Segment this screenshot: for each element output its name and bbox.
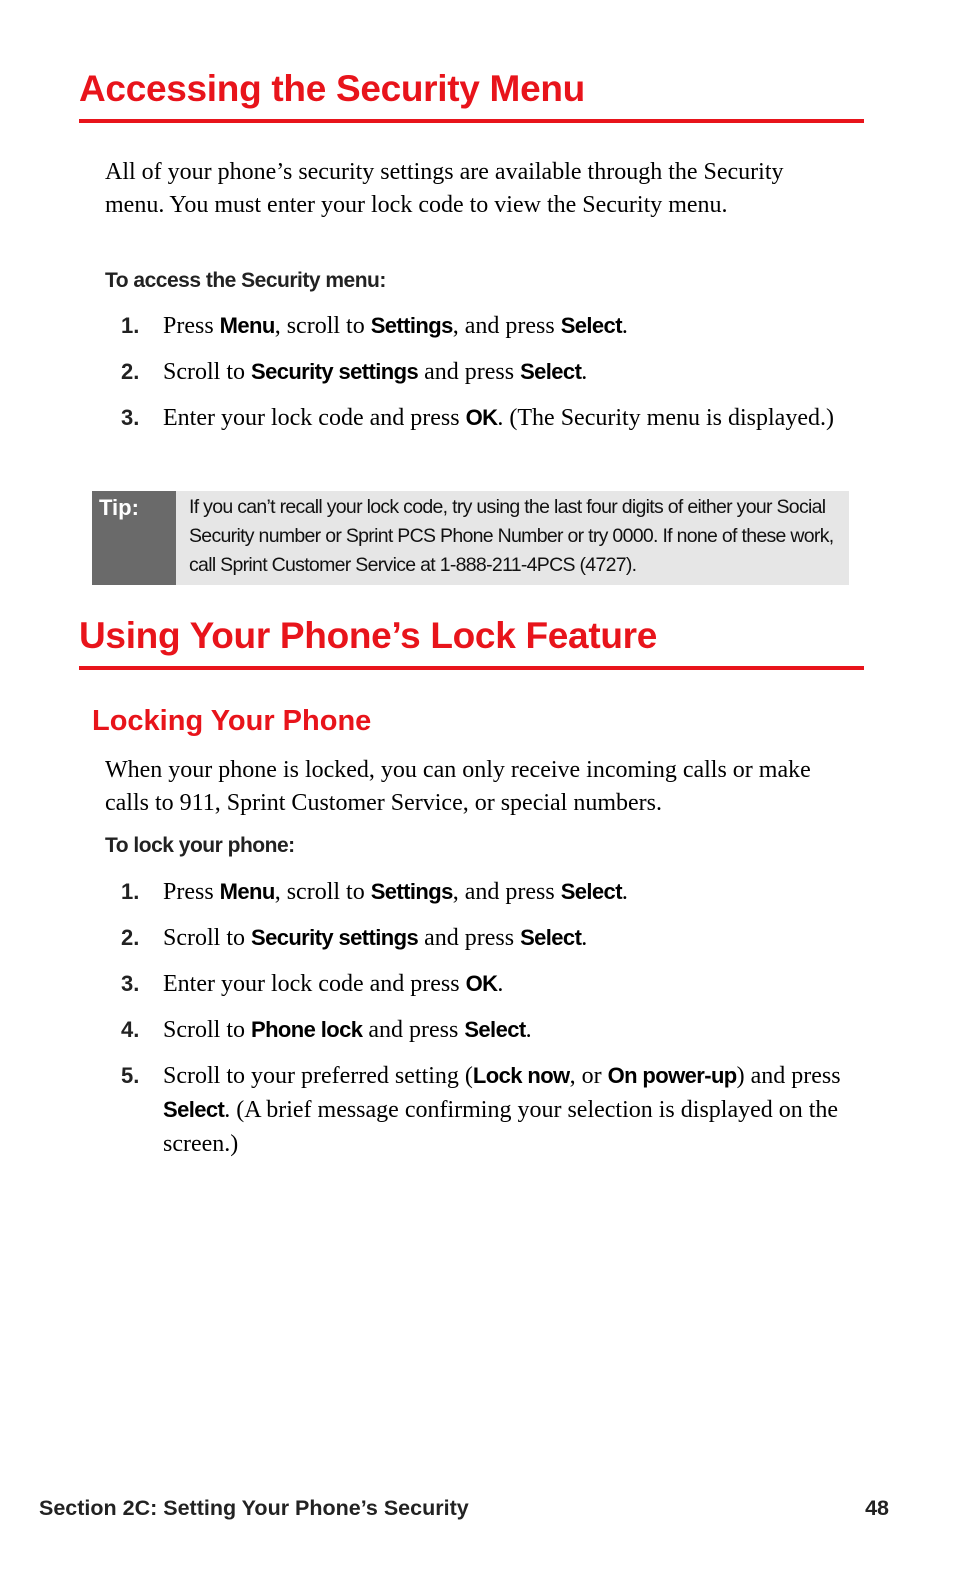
step-number: 3. — [121, 405, 140, 430]
step-number: 1. — [121, 879, 140, 904]
ui-term: On power-up — [607, 1063, 737, 1088]
tip-label: Tip: — [92, 491, 176, 585]
step-text: Press — [163, 313, 220, 339]
ui-term: Select — [560, 313, 622, 338]
ui-term: Security settings — [251, 925, 419, 950]
step-text: , and press — [452, 313, 561, 339]
lock-phone-lead-in: To lock your phone: — [105, 834, 295, 857]
step-text: , scroll to — [274, 313, 371, 339]
step-number: 1. — [121, 313, 140, 338]
ui-term: Select — [560, 879, 622, 904]
step-text: . (The Security menu is displayed.) — [497, 405, 834, 431]
locking-phone-intro: When your phone is locked, you can only receive incoming calls or make calls to 911, Sprint Customer Service, or special numbers. — [105, 757, 811, 816]
section-heading-lock-feature: Using Your Phone’s Lock Feature — [79, 614, 864, 670]
ui-term: Select — [464, 1017, 526, 1042]
step-text: . — [497, 971, 504, 997]
step-number: 3. — [121, 971, 140, 996]
page-footer — [39, 1496, 889, 1521]
step-item — [105, 875, 865, 909]
step-text: and press — [418, 925, 521, 951]
footer-section-label: Section 2C: Setting Your Phone’s Security — [39, 1496, 469, 1520]
tip-text: If you can’t recall your lock code, try using the last four digits of either your Social Security number or Sprint PCS Phone Number or try 0000. If none of these work, call Sprint Customer Service at 1-888-211-4PCS (4727). — [176, 491, 849, 585]
lock-phone-steps — [105, 875, 865, 1173]
ui-term: Lock now — [472, 1063, 570, 1088]
sub-heading-locking-your-phone: Locking Your Phone — [92, 705, 372, 737]
ui-term: OK — [465, 405, 498, 430]
step-text: Scroll to — [163, 359, 251, 385]
step-item — [105, 309, 865, 343]
ui-term: Settings — [370, 313, 453, 338]
step-text: and press — [362, 1017, 465, 1043]
ui-term: Select — [520, 925, 582, 950]
ui-term: Phone lock — [251, 1017, 363, 1042]
step-text: . (A brief message confirming your selection is displayed on the screen.) — [163, 1097, 839, 1157]
step-text: Enter your lock code and press — [163, 971, 466, 997]
step-text: . — [621, 879, 628, 905]
step-item — [105, 921, 865, 955]
step-text: Scroll to — [163, 925, 251, 951]
ui-term: Security settings — [251, 359, 419, 384]
step-text: ) and press — [736, 1063, 841, 1089]
security-menu-intro: All of your phone’s security settings are available through the Security menu. You must enter your lock code to view the Security menu. — [105, 159, 784, 218]
step-text: , scroll to — [274, 879, 371, 905]
step-text: , or — [569, 1063, 608, 1089]
step-item — [105, 967, 865, 1001]
page-number: 48 — [865, 1496, 889, 1520]
step-text: Scroll to — [163, 1017, 251, 1043]
ui-term: Select — [163, 1097, 225, 1122]
step-text: . — [581, 925, 588, 951]
step-item — [105, 1013, 865, 1047]
ui-term: Menu — [219, 313, 275, 338]
step-text: , and press — [452, 879, 561, 905]
step-text: . — [581, 359, 588, 385]
section-heading-security-menu: Accessing the Security Menu — [79, 67, 864, 123]
security-menu-lead-in: To access the Security menu: — [105, 269, 386, 292]
step-number: 5. — [121, 1063, 140, 1088]
tip-box — [92, 491, 849, 585]
step-text: and press — [418, 359, 521, 385]
step-text: Scroll to your preferred setting ( — [163, 1063, 473, 1089]
step-item — [105, 401, 865, 435]
step-number: 2. — [121, 925, 140, 950]
step-text: . — [621, 313, 628, 339]
ui-term: Menu — [219, 879, 275, 904]
step-item — [105, 355, 865, 389]
step-number: 4. — [121, 1017, 140, 1042]
step-text: Enter your lock code and press — [163, 405, 466, 431]
ui-term: Select — [520, 359, 582, 384]
step-text: Press — [163, 879, 220, 905]
step-text: . — [525, 1017, 532, 1043]
ui-term: Settings — [370, 879, 453, 904]
step-number: 2. — [121, 359, 140, 384]
step-item — [105, 1059, 865, 1161]
security-menu-steps — [105, 309, 865, 447]
ui-term: OK — [465, 971, 498, 996]
